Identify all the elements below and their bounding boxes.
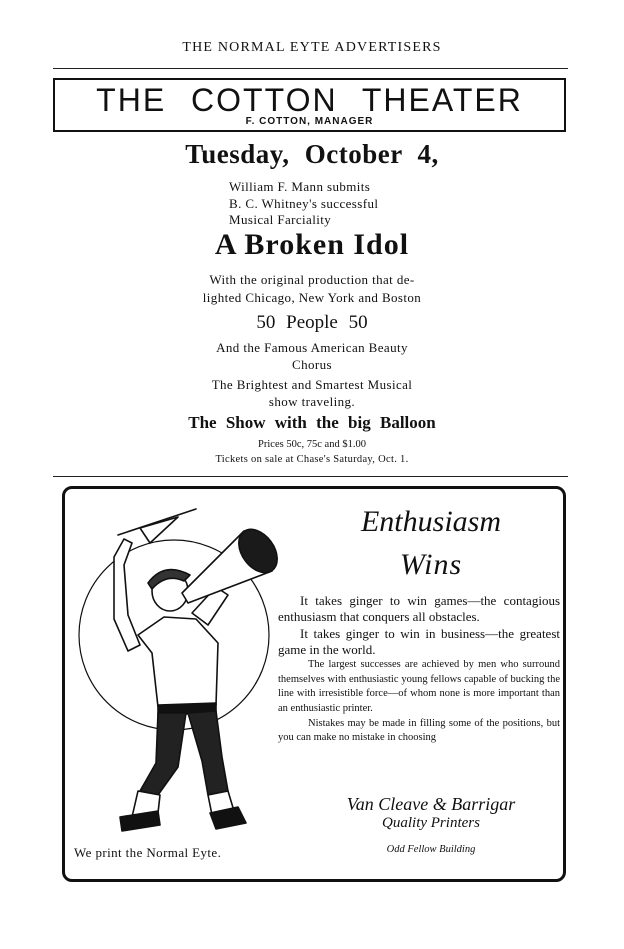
producer-line: B. C. Whitney's successful: [229, 196, 379, 211]
running-header: THE NORMAL EYTE ADVERTISERS: [182, 40, 442, 55]
we-print-tagline: We print the Normal Eyte.: [74, 845, 222, 860]
theater-name: THE COTTON THEATER: [96, 82, 523, 118]
megaphone-man-illustration: [66, 495, 288, 845]
original-production-line-1: With the original production that de-: [209, 272, 415, 287]
ad-body-copy: [278, 593, 560, 746]
theater-manager: F. COTTON, MANAGER: [245, 116, 374, 127]
brightest-line-1: The Brightest and Smartest Musical: [211, 377, 413, 392]
show-title: A Broken Idol: [214, 228, 410, 261]
ad-paragraph-games: It takes ginger to win games—the contagious enthusiasm that conquers all obstacles.: [278, 593, 560, 625]
printer-address: Odd Fellow Building: [386, 844, 476, 855]
ad-paragraph-mistakes: Nistakes may be made in filling some of the positions, but you can make no mistake in choosing: [278, 717, 560, 744]
chorus-line-1: And the Famous American Beauty: [216, 340, 408, 355]
performance-date: Tuesday, October 4,: [185, 139, 439, 169]
cast-size: 50 People 50: [256, 312, 368, 333]
ad-headline-enthusiasm: Enthusiasm: [360, 505, 501, 538]
printer-name: Van Cleave & Barrigar: [346, 794, 516, 814]
shirt: [138, 617, 218, 707]
presenter-line: William F. Mann submits: [229, 179, 371, 194]
printer-tagline: Quality Printers: [382, 815, 480, 831]
ad-paragraph-business: It takes ginger to win in business—the greatest game in the world.: [278, 625, 560, 657]
chorus-line-2: Chorus: [292, 357, 332, 372]
right-leg: [188, 711, 228, 795]
genre-line: Musical Farciality: [229, 212, 332, 227]
ticket-prices: Prices 50c, 75c and $1.00: [258, 439, 366, 450]
raised-arm: [114, 539, 140, 651]
balloon-tagline: The Show with the big Balloon: [188, 413, 436, 432]
original-production-line-2: lighted Chicago, New York and Boston: [202, 290, 422, 305]
section-rule: [53, 476, 568, 477]
left-shoe: [120, 811, 160, 831]
ad-headline-wins: Wins: [399, 548, 463, 581]
brightest-line-2: show traveling.: [268, 394, 356, 409]
header-rule: [53, 68, 568, 69]
ad-paragraph-successes: The largest successes are achieved by men who surround themselves with enthusiastic young fellows capable of bucking the line with irresistible force—of whom none is more important than an enthusiastic printer.: [278, 659, 560, 714]
theater-name-box: [53, 78, 566, 132]
ticket-sale-info: Tickets on sale at Chase's Saturday, Oct. 1.: [215, 454, 409, 465]
left-leg: [140, 713, 186, 795]
